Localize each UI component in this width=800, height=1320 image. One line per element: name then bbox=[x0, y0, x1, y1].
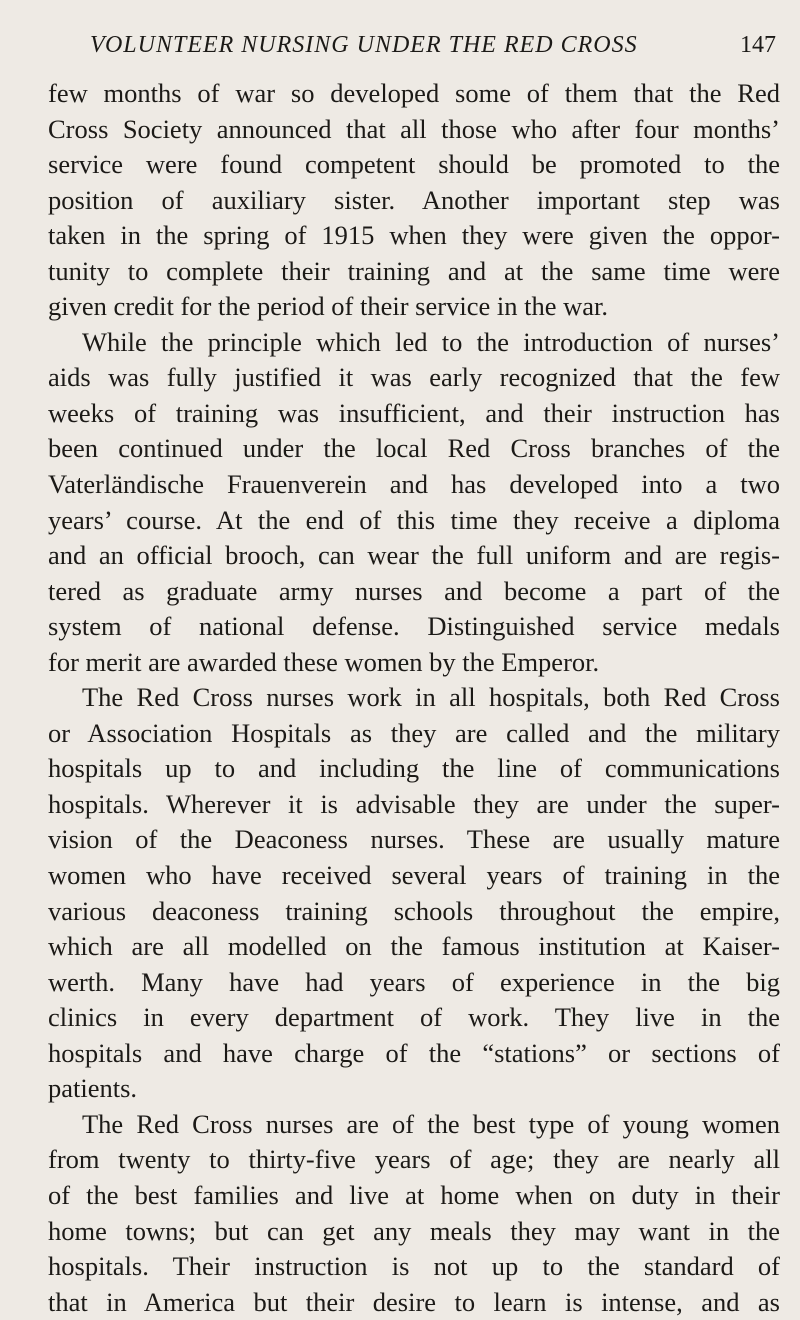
body-text bbox=[48, 76, 780, 1320]
text-line: various deaconess training schools throughout the empire, bbox=[48, 895, 780, 926]
text-line: aids was fully justified it was early recognized that the few bbox=[48, 362, 780, 393]
running-head bbox=[90, 32, 776, 64]
text-line: home towns; but can get any meals they may want in the bbox=[48, 1215, 780, 1246]
text-line: for merit are awarded these women by the Emperor. bbox=[48, 646, 600, 677]
page-number: 147 bbox=[740, 32, 776, 58]
text-line: werth. Many have had years of experience in the big bbox=[48, 966, 780, 997]
text-line: years’ course. At the end of this time they receive a diploma bbox=[48, 504, 780, 535]
running-title: VOLUNTEER NURSING UNDER THE RED CROSS bbox=[90, 32, 638, 58]
text-line: or Association Hospitals as they are called and the military bbox=[48, 717, 780, 748]
text-line: service were found competent should be promoted to the bbox=[48, 149, 780, 180]
text-line: vision of the Deaconess nurses. These are usually mature bbox=[48, 824, 780, 855]
text-line: position of auxiliary sister. Another important step was bbox=[48, 184, 780, 215]
text-line: few months of war so developed some of them that the Red bbox=[48, 78, 780, 108]
text-line: hospitals and have charge of the “stations” or sections of bbox=[48, 1037, 780, 1068]
text-line: given credit for the period of their service in the war. bbox=[48, 291, 608, 322]
text-line: patients. bbox=[48, 1073, 138, 1104]
text-line: The Red Cross nurses work in all hospitals, both Red Cross bbox=[82, 682, 780, 713]
text-line: hospitals. Wherever it is advisable they are under the super- bbox=[48, 788, 780, 819]
text-line: Cross Society announced that all those who after four months’ bbox=[48, 113, 780, 144]
text-line: system of national defense. Distinguished service medals bbox=[48, 611, 780, 642]
text-line: While the principle which led to the introduction of nurses’ bbox=[82, 326, 780, 357]
text-line: that in America but their desire to learn is intense, and as bbox=[48, 1286, 780, 1317]
text-line: which are all modelled on the famous institution at Kaiser- bbox=[48, 931, 780, 962]
text-line: been continued under the local Red Cross branches of the bbox=[48, 433, 780, 464]
text-line: from twenty to thirty-five years of age; they are nearly all bbox=[48, 1144, 780, 1175]
text-line: taken in the spring of 1915 when they were given the oppor- bbox=[48, 220, 780, 251]
text-line: hospitals. Their instruction is not up to the standard of bbox=[48, 1251, 780, 1282]
text-line: of the best families and live at home when on duty in their bbox=[48, 1179, 780, 1210]
text-line: weeks of training was insufficient, and their instruction has bbox=[48, 397, 780, 428]
text-line: tunity to complete their training and at the same time were bbox=[48, 255, 780, 286]
text-line: clinics in every department of work. They live in the bbox=[48, 1002, 780, 1033]
text-line: and an official brooch, can wear the full uniform and are regis- bbox=[48, 540, 780, 571]
text-line: hospitals up to and including the line of communications bbox=[48, 753, 780, 784]
text-line: The Red Cross nurses are of the best type of young women bbox=[82, 1108, 780, 1139]
text-line: Vaterländische Frauenverein and has developed into a two bbox=[48, 469, 780, 500]
text-line: women who have received several years of training in the bbox=[48, 860, 780, 891]
text-line: tered as graduate army nurses and become a part of the bbox=[48, 575, 780, 606]
